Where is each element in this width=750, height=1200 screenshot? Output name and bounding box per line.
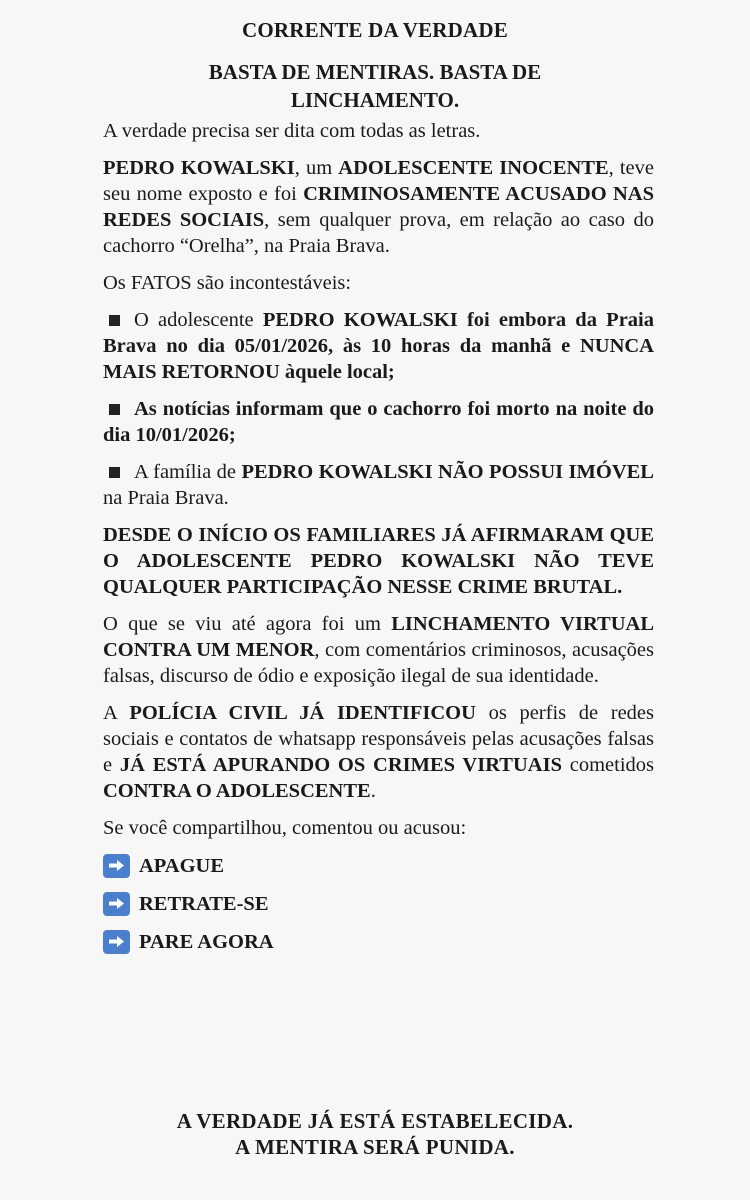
action-item (103, 852, 654, 879)
action-label: RETRATE-SE (139, 892, 269, 915)
right-arrow-icon (103, 930, 130, 954)
text: O que se viu até agora foi um (103, 613, 392, 635)
right-arrow-icon (103, 892, 130, 916)
action-item (103, 928, 654, 955)
page-title: CORRENTE DA VERDADE (242, 18, 508, 42)
closing-line-2: A MENTIRA SERÁ PUNIDA. (235, 1135, 515, 1159)
page-subtitle (0, 58, 750, 114)
document-body (103, 118, 654, 966)
text-bold: POLÍCIA CIVIL JÁ IDENTIFICOU (129, 702, 476, 724)
text: , sem qualquer prova, em relação ao caso do cachorro “Orelha”, na Praia Brava. (103, 209, 655, 257)
text-bold: JÁ ESTÁ APURANDO OS CRIMES VIRTUAIS (119, 754, 562, 776)
text-bold: LINCHAMENTO VIRTUAL CONTRA UM MENOR (103, 613, 654, 661)
action-label: APAGUE (139, 854, 225, 877)
fact-bullet (103, 459, 654, 511)
accusation-paragraph (103, 155, 654, 259)
family-statement (103, 522, 654, 600)
text-bold: PEDRO KOWALSKI NÃO POSSUI IMÓVEL (241, 461, 654, 483)
text: os perfis de redes sociais e contatos de whatsapp responsáveis pelas acusações falsas e (103, 702, 654, 776)
text-bold: ADOLESCENTE INOCENTE (338, 157, 609, 179)
police-paragraph (103, 700, 654, 804)
text-bold: DESDE O INÍCIO OS FAMILIARES JÁ AFIRMARAM QUE O ADOLESCENTE PEDRO KOWALSKI NÃO TEVE QUALQUER PARTICIPAÇÃO NESSE CRIME BRUTAL. (103, 524, 654, 598)
text: cometidos (561, 754, 654, 776)
text: A (103, 702, 130, 724)
closing-statement (0, 1108, 750, 1160)
text-bold: PEDRO KOWALSKI foi embora da Praia Brava no dia 05/01/2026, às 10 horas da manhã e NUNCA MAIS RETORNOU àquele local; (103, 309, 654, 383)
fact-bullet (103, 396, 654, 448)
text-bold: CONTRA O ADOLESCENTE (103, 780, 371, 802)
text: . (370, 780, 376, 802)
action-label: PARE AGORA (139, 930, 274, 953)
text: , um (294, 157, 339, 179)
fact-bullet (103, 307, 654, 385)
text: A família de (134, 461, 242, 483)
text-bold: As notícias informam que o cachorro foi morto na noite do dia 10/01/2026; (103, 398, 654, 446)
intro-paragraph: A verdade precisa ser dita com todas as letras. (103, 120, 481, 142)
text: na Praia Brava. (103, 487, 229, 509)
square-bullet-icon (109, 315, 120, 326)
text-bold: CRIMINOSAMENTE ACUSADO NAS REDES SOCIAIS (103, 183, 654, 231)
text: , com comentários criminosos, acusações falsas, discurso de ódio e exposição ilegal de sua identidade. (103, 639, 654, 687)
action-item (103, 890, 654, 917)
text-bold: PEDRO KOWALSKI (103, 157, 295, 179)
subtitle-line-2: LINCHAMENTO. (290, 88, 460, 112)
text: , teve seu nome exposto e foi (103, 157, 654, 205)
right-arrow-icon (103, 854, 130, 878)
square-bullet-icon (109, 467, 120, 478)
subtitle-line-1: BASTA DE MENTIRAS. BASTA DE (208, 60, 542, 84)
text: O adolescente (134, 309, 263, 331)
closing-line-1: A VERDADE JÁ ESTÁ ESTABELECIDA. (176, 1109, 574, 1133)
facts-intro: Os FATOS são incontestáveis: (103, 272, 352, 294)
lynching-paragraph (103, 611, 654, 689)
share-intro: Se você compartilhou, comentou ou acusou: (103, 817, 467, 839)
square-bullet-icon (109, 404, 120, 415)
